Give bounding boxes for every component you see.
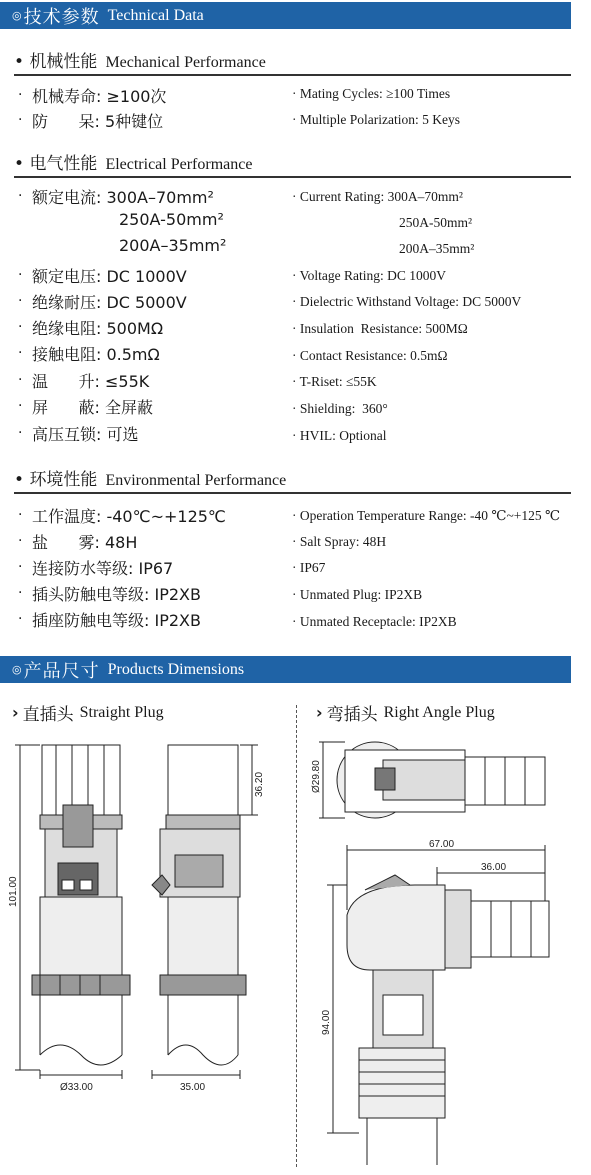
spec-row-en: · Voltage Rating: DC 1000V [292,268,447,283]
dim-height: 101.00 [8,876,19,907]
section-title-en: Mechanical Performance [105,54,266,71]
spec-row-en: · Dielectric Withstand Voltage: DC 5000V [292,294,522,309]
chevron-right-icon: › [12,703,19,722]
spec-row: · 工作温度: -40℃~+125℃ [18,506,226,526]
spec-row: · 高压互锁: 可选 [18,424,139,444]
header-zh: 技术参数 [23,6,100,28]
straight-plug-drawing [0,735,290,1175]
spec-row: · 温 升: ≤55K [18,371,150,391]
spec-row: · 绝缘电阻: 500MΩ [18,318,164,338]
spec-row: · 屏 蔽: 全屏蔽 [18,397,153,417]
spec-row: · 机械寿命: ≥100次 [18,86,167,106]
spec-cont: 200A–35mm² [119,236,227,255]
spec-row: · 连接防水等级: IP67 [18,558,174,578]
spec-row-en: · Unmated Receptacle: IP2XB [292,614,457,629]
dim-length: 67.00 [429,839,455,850]
right-angle-plug-title: › 弯插头 Right Angle Plug [316,703,495,725]
dimensions-header [0,656,571,683]
spec-row: · 插座防触电等级: IP2XB [18,610,201,630]
spec-row-en: · Current Rating: 300A–70mm² [292,189,463,204]
spec-cont-en: 200A–35mm² [399,241,475,256]
spec-row: · 插头防触电等级: IP2XB [18,584,201,604]
spec-row-en: · IP67 [292,560,326,575]
dim-top: 36.20 [254,771,265,797]
spec-row-en: · Unmated Plug: IP2XB [292,587,423,602]
spec-row: · 绝缘耐压: DC 5000V [18,292,187,312]
header-zh: 产品尺寸 [23,660,100,682]
section-bullet: • [14,52,30,72]
spec-row-en: · HVIL: Optional [292,428,387,443]
spec-row-en: · Mating Cycles: ≥100 Times [292,86,451,101]
section-title-zh: 环境性能 [29,470,98,490]
spec-cont-en: 250A-50mm² [399,215,473,230]
section-title-zh: 电气性能 [29,154,98,174]
spec-row-en: · Insulation Resistance: 500MΩ [292,321,468,336]
spec-row: · 盐 雾: 48H [18,532,138,552]
spec-row-en: · Contact Resistance: 0.5mΩ [292,348,448,363]
spec-row: · 接触电阻: 0.5mΩ [18,344,160,364]
header-en: Technical Data [107,6,204,24]
section-mechanical [14,48,571,76]
section-environmental: • 环境性能 Environmental Performance [14,466,571,494]
circle-mark-icon: ◎ [12,663,22,676]
spec-row-en: · T-Riset: ≤55K [292,374,377,389]
spec-cont: 250A-50mm² [119,210,224,229]
spec-row-en: · Multiple Polarization: 5 Keys [292,112,460,127]
spec-row: · 额定电压: DC 1000V [18,266,187,286]
spec-row-en: · Shielding: 360° [292,401,388,416]
right-angle-plug-drawing [305,735,575,1175]
dim-width: 35.00 [180,1082,206,1093]
dim-diameter: Ø29.80 [311,760,322,793]
section-electrical: • 电气性能 Electrical Performance [14,150,571,178]
technical-data-header [0,2,571,29]
straight-plug-title: › 直插头 Straight Plug [12,703,164,725]
spec-row: · 额定电流: 300A–70mm² [18,187,214,207]
section-title-en: Environmental Performance [105,472,287,489]
section-title-zh: 机械性能 [29,52,98,72]
dim-length-2: 36.00 [481,862,507,873]
spec-row: · 防 呆: 5种键位 [18,111,164,131]
section-title-en: Electrical Performance [105,156,253,173]
dim-diameter: Ø33.00 [60,1082,93,1093]
circle-mark-icon: ◎ [12,9,22,22]
header-en: Products Dimensions [107,660,245,678]
spec-row-en: · Salt Spray: 48H [292,534,387,549]
spec-row-en: · Operation Temperature Range: -40 ℃~+125 ℃ [292,508,561,523]
chevron-right-icon: › [316,703,323,722]
column-divider [296,705,297,1167]
dim-height: 94.00 [321,1009,332,1035]
